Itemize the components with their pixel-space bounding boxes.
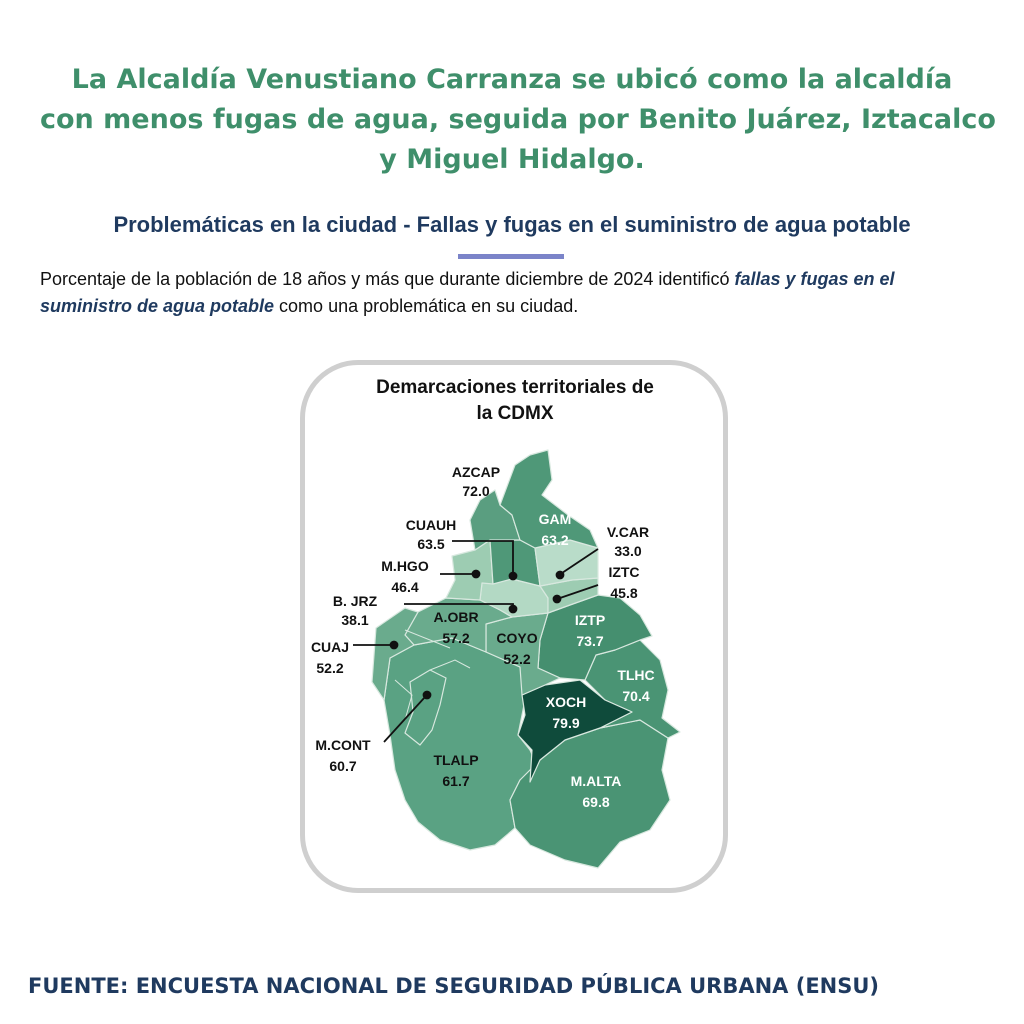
label-vcar-code: V.CAR <box>606 524 650 540</box>
marker-mcont <box>424 692 431 699</box>
headline-line-2: con menos fugas de agua, seguida por Benito Juárez, Iztacalco <box>40 104 996 135</box>
marker-cuauh <box>510 573 517 580</box>
label-mcont-code: M.CONT <box>315 737 371 753</box>
label-azcap-code: AZCAP <box>451 464 501 480</box>
marker-cuaj <box>391 642 398 649</box>
label-tlalp-value: 61.7 <box>442 773 470 789</box>
label-cuaj-value: 52.2 <box>316 660 344 676</box>
label-xoch-value: 79.9 <box>552 715 580 731</box>
label-iztc-code: IZTC <box>608 564 640 580</box>
label-iztp-code: IZTP <box>574 612 606 628</box>
source-citation: FUENTE: ENCUESTA NACIONAL DE SEGURIDAD PÚBLICA URBANA (ENSU) <box>28 974 880 998</box>
label-tlalp-code: TLALP <box>433 752 479 768</box>
label-coyo-code: COYO <box>496 630 538 646</box>
headline-line-3: y Miguel Hidalgo. <box>379 144 645 175</box>
section-title: Problemáticas en la ciudad - Fallas y fugas en el suministro de agua potable <box>113 212 911 237</box>
label-azcap-value: 72.0 <box>462 483 490 499</box>
label-bjrz-code: B. JRZ <box>332 593 378 609</box>
label-tlhc-code: TLHC <box>617 667 655 683</box>
headline-line-1: La Alcaldía Venustiano Carranza se ubicó como la alcaldía <box>71 64 953 95</box>
label-cuauh-value: 63.5 <box>417 536 445 552</box>
description-text-2: como una problemática en su ciudad. <box>274 296 579 316</box>
description-text-1: Porcentaje de la población de 18 años y más que durante diciembre de 2024 identificó <box>40 269 735 289</box>
label-aobr-value: 57.2 <box>442 630 470 646</box>
map-title-line-1: Demarcaciones territoriales de <box>376 377 654 398</box>
label-mhgo-value: 46.4 <box>391 579 419 595</box>
label-malta-value: 69.8 <box>582 794 610 810</box>
label-malta-code: M.ALTA <box>570 773 622 789</box>
marker-iztc <box>554 596 561 603</box>
marker-mhgo <box>473 571 480 578</box>
label-gam-code: GAM <box>538 511 572 527</box>
label-mcont-value: 60.7 <box>329 758 357 774</box>
label-gam-value: 63.2 <box>541 532 569 548</box>
label-iztc-value: 45.8 <box>610 585 638 601</box>
label-iztp-value: 73.7 <box>576 633 604 649</box>
marker-bjrz <box>510 606 517 613</box>
label-coyo-value: 52.2 <box>503 651 531 667</box>
map-title-line-2: la CDMX <box>476 403 554 424</box>
label-mhgo-code: M.HGO <box>381 558 429 574</box>
label-cuaj-code: CUAJ <box>310 639 350 655</box>
label-tlhc-value: 70.4 <box>622 688 650 704</box>
label-bjrz-value: 38.1 <box>341 612 369 628</box>
label-aobr-code: A.OBR <box>433 609 479 625</box>
description-emphasis: fallas y fugas en el suministro de agua potable <box>40 269 895 316</box>
label-vcar-value: 33.0 <box>614 543 642 559</box>
label-cuauh-code: CUAUH <box>405 517 457 533</box>
marker-vcar <box>557 572 564 579</box>
label-xoch-code: XOCH <box>545 694 587 710</box>
